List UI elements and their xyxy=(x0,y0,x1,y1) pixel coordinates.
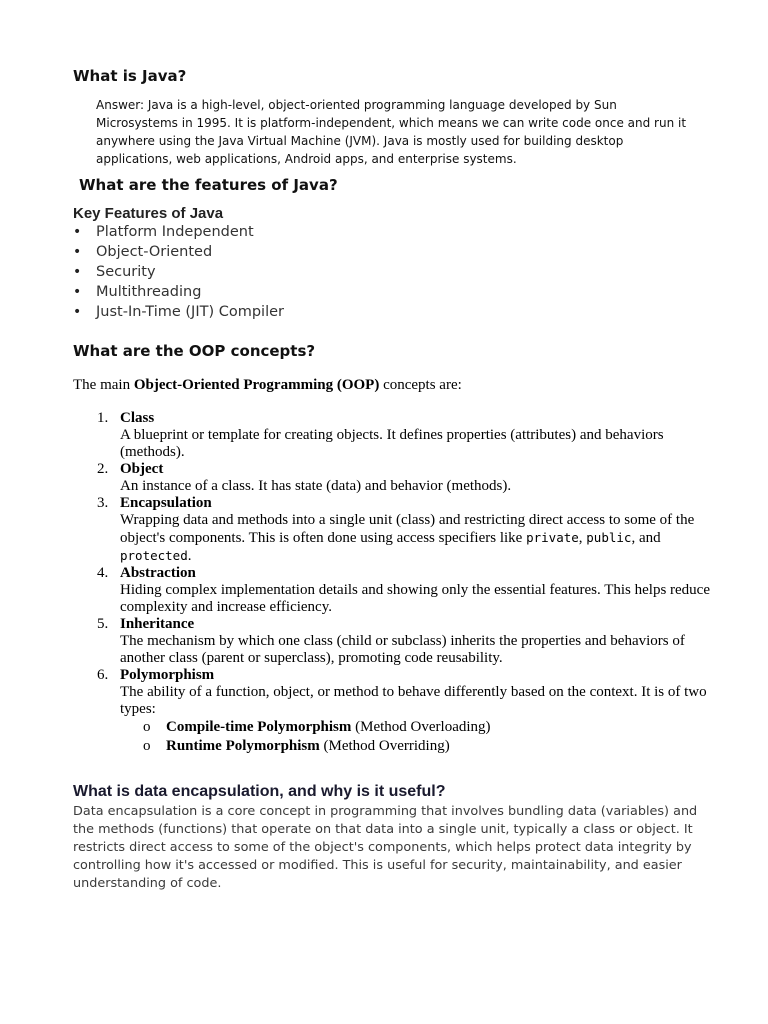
feature-item: • Multithreading xyxy=(73,284,202,300)
polymorphism-type-item: o Runtime Polymorphism (Method Overriding) xyxy=(143,738,450,754)
q1-answer: Answer: Java is a high-level, object-oriented programming language developed by Sun Microsystems in 1995. It is platform-independent, which means we can write code once and run it anywhere using the Java Virtual Machine (JVM). Java is mostly used for building desktop applications, web applications, Android apps, and enterprise systems. xyxy=(96,98,687,166)
bullet-icon: • xyxy=(73,244,82,260)
feature-item: • Security xyxy=(73,264,156,280)
concept-abstraction: 4. Abstraction Hiding complex implementation details and showing only the essential features. This helps reduce complexity and increase efficiency. xyxy=(97,565,711,615)
oop-intro: The main Object-Oriented Programming (OOP) concepts are: xyxy=(73,377,462,393)
code-public: public xyxy=(586,530,632,545)
q4-body: Data encapsulation is a core concept in programming that involves bundling data (variables) and the methods (functions) that operate on that data into a single unit, typically a class or object. It restricts direct access to some of the object's components, which helps protect data integrity by controlling how it's accessed or modified. This is useful for security, maintainability, and easier understanding of code. xyxy=(73,804,698,891)
concept-inheritance: 5. Inheritance The mechanism by which one class (child or subclass) inherits the properties and behaviors of another class (parent or superclass), promoting code reusability. xyxy=(97,616,685,666)
bullet-icon: • xyxy=(73,264,82,280)
code-private: private xyxy=(526,530,579,545)
polymorphism-type-item: o Compile-time Polymorphism (Method Overloading) xyxy=(143,719,491,735)
q3-heading: What are the OOP concepts? xyxy=(73,342,316,360)
oop-concepts-list xyxy=(73,410,713,756)
bullet-icon: • xyxy=(73,304,82,320)
concept-class: 1. Class A blueprint or template for creating objects. It defines properties (attributes) and behaviors (methods). xyxy=(97,410,664,460)
key-features-subheading: Key Features of Java xyxy=(73,205,224,222)
concept-polymorphism: 6. Polymorphism The ability of a function, object, or method to behave differently based on the context. It is of two types: o Compile-time Polymorphism (Method Overloading) o Runtime Polymorphism (Method Overriding) xyxy=(73,667,713,756)
circle-bullet-icon: o xyxy=(143,719,151,735)
bullet-icon: • xyxy=(73,284,82,300)
polymorphism-types xyxy=(120,718,713,756)
q1-heading: What is Java? xyxy=(73,67,187,85)
circle-bullet-icon: o xyxy=(143,738,151,754)
code-protected: protected xyxy=(120,548,188,563)
feature-item: • Platform Independent xyxy=(73,224,254,240)
features-list xyxy=(73,222,473,322)
feature-item: • Object-Oriented xyxy=(73,244,213,260)
q4-heading: What is data encapsulation, and why is it useful? xyxy=(73,783,446,800)
q2-heading: What are the features of Java? xyxy=(79,176,338,194)
feature-item: • Just-In-Time (JIT) Compiler xyxy=(73,304,284,320)
concept-encapsulation: 3. Encapsulation Wrapping data and methods into a single unit (class) and restricting direct access to some of the object's components. This is often done using access specifiers like private, public, and protected. xyxy=(97,495,695,564)
bullet-icon: • xyxy=(73,224,82,240)
concept-object: 2. Object An instance of a class. It has state (data) and behavior (methods). xyxy=(97,461,512,494)
